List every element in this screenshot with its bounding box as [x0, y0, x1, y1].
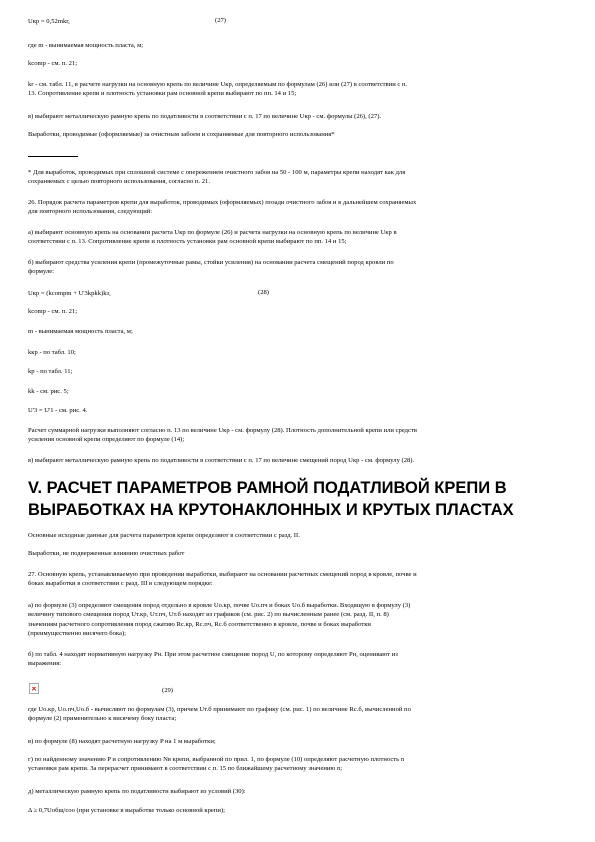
load-calculation-line-2: усиления основной крепи определяют по формуле (14);: [28, 436, 185, 444]
paragraph-26-line-1: 26. Порядок расчета параметров крепи для выработок, проводимых (оформляемых) позади очистного забоя и в дальнейшем сохраняемых: [28, 199, 417, 206]
paragraph-27a-line-3: значениям расчетного сопротивления пород сжатию Rc.кр, Rc.пч, Rc.б соответственно в кровле, почве и боках выработки: [28, 620, 371, 628]
footnote-divider: [28, 156, 78, 157]
where-uo-line-1: где Uo.кр, Uo.пч,Uo.б - вычисляют по формулам (3), причем Uт.б принимают по графику (см. рис. 1) по величине Rc.б, вычисленной по: [28, 706, 411, 713]
kcomp-definition: kcomp - см. п. 21;: [28, 60, 78, 67]
item-v-paragraph: в) выбирают металлическую рамную крепь по податливости в соответствии с п. 17 по величине Uкр - см. формулы (26), (27).: [28, 113, 382, 120]
paragraph-27a-line-4: (преимущественно висячего бока);: [28, 630, 126, 638]
kkr-definition: kкр - по табл. 10;: [28, 349, 76, 356]
paragraph-27a: [28, 601, 568, 639]
section-heading-v: [28, 477, 568, 521]
kp-definition: kр - по табл. 11;: [28, 368, 73, 375]
delta-condition: Δ ≥ 0,7Uобщ/соо (при установке в выработке только основной крепи);: [28, 807, 225, 814]
paragraph-26b: [28, 258, 568, 277]
paragraph-27b-line-2: выражения:: [28, 660, 62, 668]
where-uo-definition: [28, 705, 568, 724]
load-calculation-line-1: Расчет суммарной нагрузки выполняют согласно п. 13 по величине Uкр - см. формулу (28). Плотность дополнительной крепи или средств: [28, 427, 417, 434]
paragraph-27: [28, 570, 568, 589]
kcomp-definition-2: kcomp - см. п. 21;: [28, 308, 78, 315]
paragraph-26a: [28, 228, 568, 247]
formula-27-body: Uкр = 0,52mkr,: [28, 18, 70, 25]
where-uo-line-2: формуле (2) применительно к висячему боку пласта;: [28, 715, 177, 723]
u3-definition: U'3 = U'1 - см. рис. 4.: [28, 407, 88, 414]
load-calculation-paragraph: [28, 426, 568, 445]
m-definition: m - вынимаемая мощность пласта, м;: [28, 328, 133, 335]
section-heading-line-2: ВЫРАБОТКАХ НА КРУТОНАКЛОННЫХ И КРУТЫХ ПЛАСТАХ: [28, 501, 514, 519]
paragraph-27-line-1: 27. Основную крепь, устанавливаемую при проведении выработки, выбирают на основании расчетных смещений пород в кровле, почве и: [28, 571, 417, 578]
item-g-paragraph: [28, 755, 568, 774]
paragraph-26: [28, 198, 568, 217]
broken-formula-image: [29, 683, 39, 694]
paragraph-26a-line-1: а) выбирают основную крепь на основании расчета Uкр по формуле (26) и расчета нагрузки на основную крепь по величине Uкр в: [28, 229, 397, 236]
paragraph-26-line-2: для повторного использования, следующий:: [28, 208, 153, 216]
kr-line-2: 13. Сопротивление крепи и плотность установки рам основной крепи выбирают по пп. 14 и 15;: [28, 90, 297, 98]
paragraph-27a-line-2: величину типового смещения пород Uт.кр, Uт.пч, Uт.б находят из графиков (см. рис. 2) по вычисленным ранее (см. разд. II, п. 8): [28, 611, 389, 619]
kr-definition-paragraph: [28, 80, 568, 99]
paragraph-26b-line-2: формуле:: [28, 268, 54, 276]
basic-data-paragraph: Основные исходные данные для расчета параметров крепи определяют в соответствии с разд. II.: [28, 532, 300, 539]
section-title-reused-workings: Выработки, проводимые (оформляемые) за очистным забоем и сохраняемые для повторного использования*: [28, 131, 335, 138]
paragraph-27b: [28, 650, 568, 669]
footnote-line-2: сохраняемых с целью повторного использования, согласно п. 21.: [28, 178, 210, 186]
kr-line-1: kr - см. табл. 11, в расчете нагрузки на основную крепь по величине Uкр, определяемым по формулам (26) или (27) в соответствии с п.: [28, 81, 408, 88]
paragraph-26a-line-2: соответствии с п. 13. Сопротивление крепи и плотность установки рам основной крепи выбирают по пп. 14 и 15;: [28, 238, 347, 246]
item-g-line-1: г) по найденному значению P и сопротивлению Nв крепи, выбранной по прил. 1, по формуле (10) определяют расчетную плотность n: [28, 756, 405, 763]
equation-number-27: (27): [215, 17, 226, 24]
formula-28: Uкр = (kcompm + U'3kрkk)kз,: [28, 290, 111, 297]
formula-27: [28, 17, 568, 26]
paragraph-27b-line-1: б) по табл. 4 находят нормативную нагрузку Pн. При этом расчетное смещение пород U, по которому определяют Pн, оценивают из: [28, 651, 398, 658]
equation-number-29: (29): [162, 687, 173, 694]
footnote-line-1: * Для выработок, проводимых при сплошной системе с опережением очистного забоя на 50 - 100 м, параметры крепи находят как для: [28, 169, 406, 176]
equation-number-28: (28): [258, 289, 269, 296]
paragraph-26b-line-1: б) выбирают средства усиления крепи (промежуточные рамы, стойки усиления) на основании расчета смещений пород кровли по: [28, 259, 394, 266]
footnote: [28, 168, 568, 187]
subsection-title-no-influence: Выработки, не подверженные влиянию очистных работ: [28, 550, 185, 557]
section-heading-line-1: V. РАСЧЕТ ПАРАМЕТРОВ РАМНОЙ ПОДАТЛИВОЙ КРЕПИ В: [28, 479, 507, 497]
kk-definition: kk - см. рис. 5;: [28, 388, 69, 395]
item-d-paragraph: д) металлическую рамную крепь по податливости выбирают из условий (30):: [28, 788, 246, 795]
item-v-2-paragraph: в) выбирают металлическую рамную крепь по податливости в соответствии с п. 17 по величине смещений пород Uкр - см. формулу (28).: [28, 457, 415, 464]
item-g-line-2: установки рам крепи. За перерасчет принимают в соответствии с п. 15 по ближайшему расчетному значению n;: [28, 765, 343, 773]
where-m-definition: где m - вынимаемая мощность пласта, м;: [28, 42, 144, 49]
item-v-3-paragraph: в) по формуле (8) находят расчетную нагрузку P на 1 м выработки;: [28, 738, 216, 745]
paragraph-27-line-2: боках выработки в соответствии с разд. III в следующем порядке:: [28, 580, 213, 588]
paragraph-27a-line-1: а) по формуле (3) определяют смещения пород отдельно в кровле Uo.кр, почве Uo.пч и боках Uo.б выработки. Входящую в формулу (3): [28, 602, 411, 609]
